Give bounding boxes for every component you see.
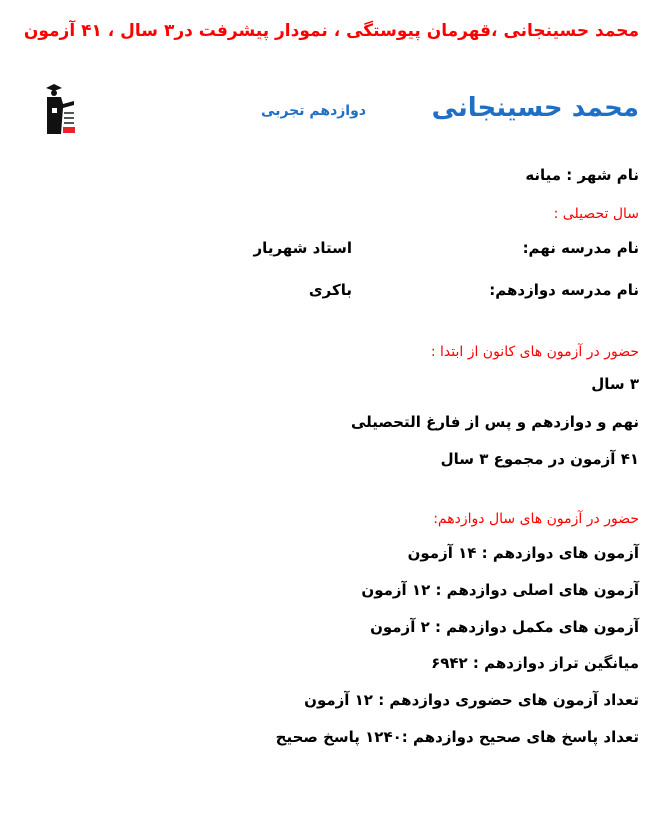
city-line: نام شهر : میانه [525, 166, 639, 184]
grade12-attendance-line: آزمون های اصلی دوازدهم : ۱۲ آزمون [361, 581, 639, 599]
grade-label: دوازدهم تجربی [261, 103, 366, 119]
grade12-attendance-heading: حضور در آزمون های سال دوازدهم: [433, 511, 639, 527]
kanoon-logo-icon [44, 82, 76, 138]
student-name: محمد حسینجانی [431, 93, 639, 123]
kanoon-attendance-line: ۴۱ آزمون در مجموع ۳ سال [440, 450, 639, 468]
school-12-value: باکری [308, 281, 352, 299]
school-9-value: استاد شهریار [253, 239, 352, 257]
kanoon-attendance-line: نهم و دوازدهم و پس از فارغ التحصیلی [350, 413, 639, 431]
grade12-attendance-line: آزمون های دوازدهم : ۱۴ آزمون [407, 544, 639, 562]
academic-year-label: سال تحصیلی : [553, 206, 639, 222]
kanoon-attendance-heading: حضور در آزمون های کانون از ابتدا : [430, 344, 639, 360]
grade12-attendance-line: تعداد آزمون های حضوری دوازدهم : ۱۲ آزمون [304, 691, 639, 709]
grade12-attendance-line: میانگین تراز دوازدهم : ۶۹۴۲ [431, 654, 639, 672]
grade12-attendance-line: تعداد پاسخ های صحیح دوازدهم :۱۲۴۰ پاسخ صحیح [275, 728, 639, 746]
grade12-attendance-line: آزمون های مکمل دوازدهم : ۲ آزمون [370, 618, 639, 636]
school-12-label: نام مدرسه دوازدهم: [489, 281, 639, 299]
headline: محمد حسینجانی ،قهرمان پیوستگی ، نمودار پیشرفت در۳ سال ، ۴۱ آزمون [23, 21, 639, 41]
kanoon-attendance-line: ۳ سال [591, 375, 639, 393]
school-9-label: نام مدرسه نهم: [522, 239, 639, 257]
